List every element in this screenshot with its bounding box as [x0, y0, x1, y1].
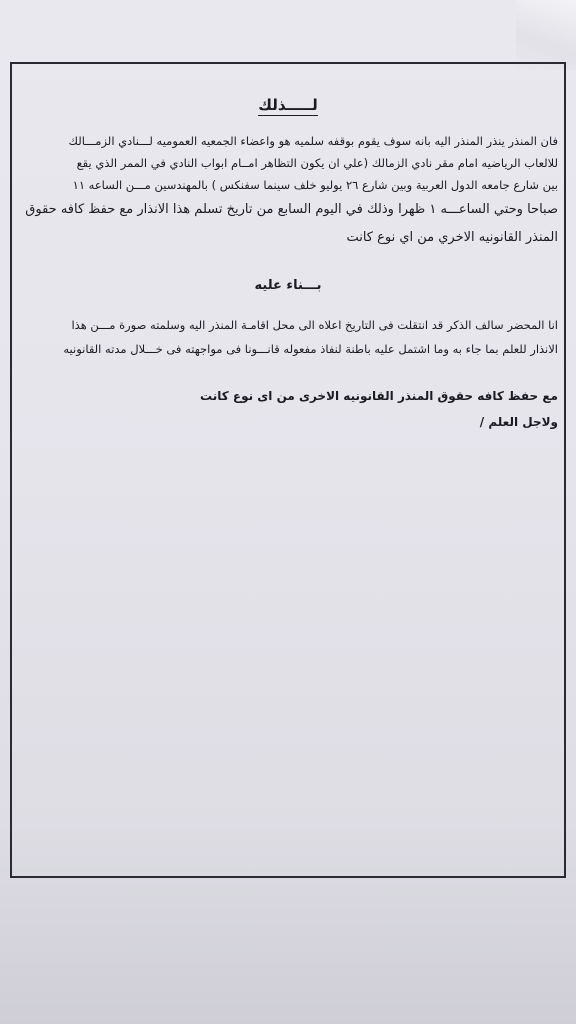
closing-line: مع حفظ كافه حقوق المنذر القانونيه الاخرى من اى نوع كانت [200, 389, 558, 403]
closing-line: ولاجل العلم / [479, 415, 558, 429]
section-heading [18, 96, 558, 114]
paragraph-line: فان المنذر ينذر المنذر اليه بانه سوف يقوم بوقفه سلميه هو واعضاء الجمعيه العموميه لـــنادي الزمـــالك [68, 134, 558, 148]
paragraph-line: بين شارع جامعه الدول العربية وبين شارع ٢٦ يوليو خلف سينما سفنكس ) بالمهندسين مـــن الساعه ١١ [72, 178, 558, 192]
notice-paragraph [18, 130, 558, 252]
closing-block [18, 383, 558, 435]
heading-text: لـــــذلك [258, 96, 318, 114]
paragraph-line: للالعاب الرياضيه امام مقر نادي الزمالك (علي ان يكون التظاهر امــام ابواب النادي في الممر الذي يقع [76, 156, 558, 170]
paper-fold [516, 0, 576, 70]
paragraph-line: انا المحضر سالف الذكر قد انتقلت فى التاريخ اعلاه الى محل اقامـة المنذر اليه وسلمته صورة مـــن هذا [71, 318, 558, 332]
paragraph-line: المنذر القانونيه الاخري من اي نوع كانت [346, 230, 558, 245]
bailiff-paragraph [18, 313, 558, 361]
subheading: بـــناء عليه [254, 278, 322, 293]
paragraph-line: الانذار للعلم بما جاء به وما اشتمل عليه باطنة لنفاذ مفعوله قانـــونا فى مواجهته فى خـــلال مدته القانونيه [63, 342, 558, 356]
paragraph-line: صباحا وحتي الساعـــه ١ ظهرا وذلك في اليوم السابع من تاريخ تسلم هذا الانذار مع حفظ كافه حقوق [25, 202, 558, 217]
document-body [18, 96, 558, 435]
